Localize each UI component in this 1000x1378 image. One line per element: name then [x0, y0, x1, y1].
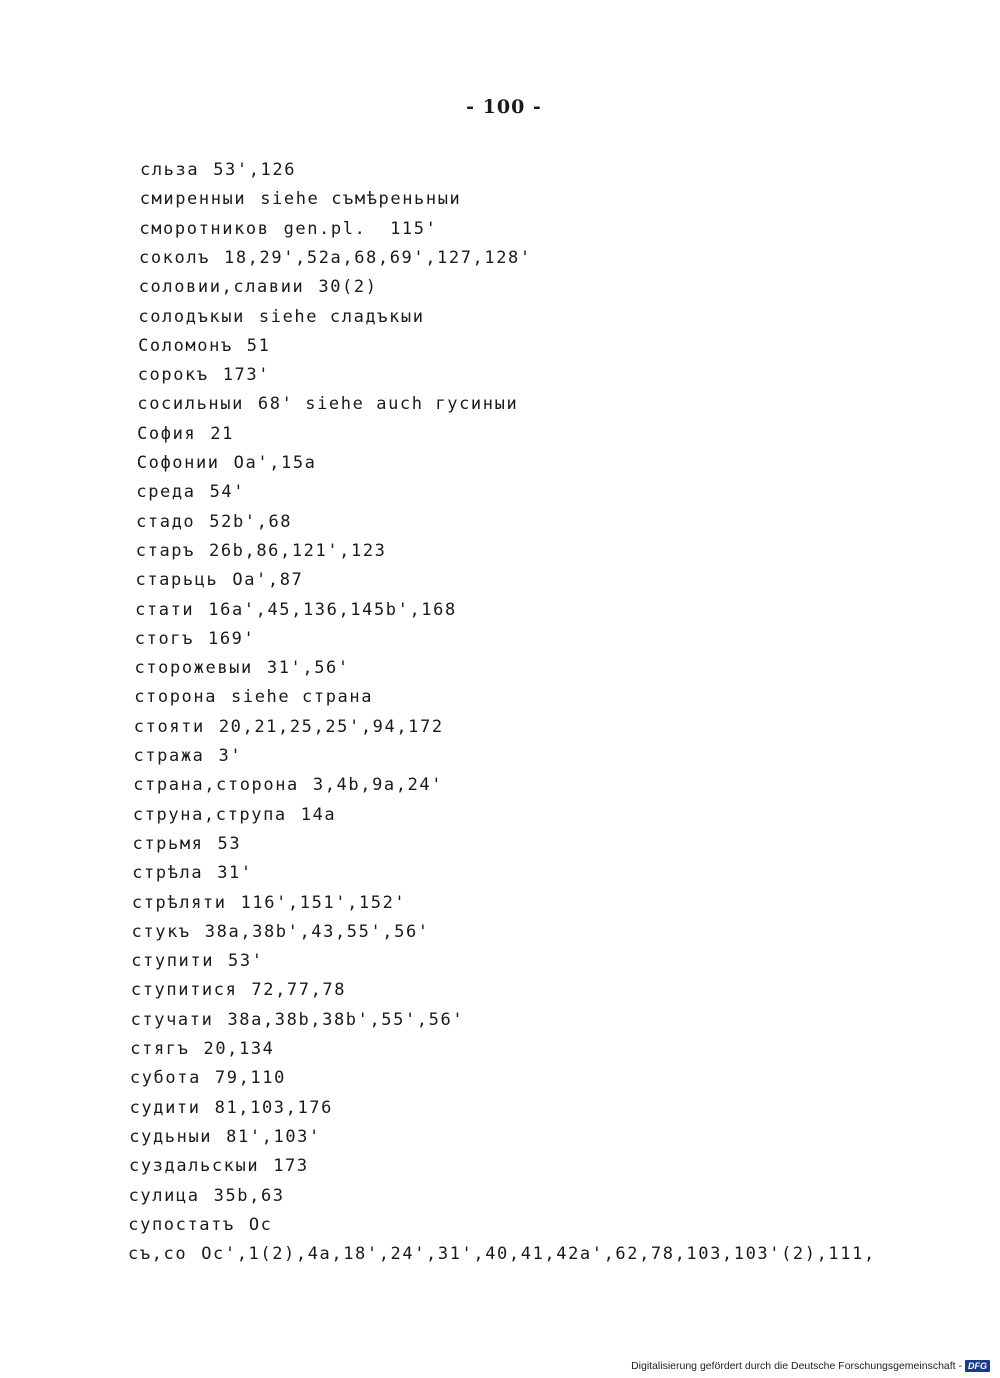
- index-entry: [139, 219, 437, 248]
- entry-references: 53': [228, 951, 264, 972]
- entry-headword: старъ: [135, 540, 195, 561]
- entry-headword: съ,со: [128, 1244, 188, 1265]
- index-entry: [133, 805, 336, 834]
- index-entry: [136, 512, 292, 541]
- entry-headword: стогъ: [134, 628, 194, 649]
- entry-references: 38a,38b,38b',55',56': [227, 1009, 465, 1030]
- entry-headword: судити: [129, 1097, 201, 1118]
- index-entry: [137, 453, 317, 482]
- entry-headword: стати: [135, 599, 195, 620]
- entry-references: 26b,86,121',123: [208, 540, 387, 561]
- index-entry: [128, 1244, 876, 1273]
- entry-references: siehe страна: [231, 687, 374, 708]
- index-entry: [129, 1127, 321, 1156]
- index-entry: [133, 775, 443, 804]
- entry-headword: старьць: [135, 570, 219, 591]
- entry-headword: ступити: [131, 951, 215, 972]
- index-entry: [135, 658, 350, 687]
- entry-headword: стрьмя: [132, 833, 204, 854]
- entry-headword: сосильныи: [137, 394, 244, 415]
- entry-headword: стрѣла: [132, 863, 204, 884]
- entry-references: 31': [217, 863, 253, 884]
- entry-headword: сморотников: [139, 218, 270, 239]
- entry-references: 3': [218, 746, 243, 766]
- index-entry: [131, 1010, 465, 1039]
- index-entry: [130, 1098, 333, 1127]
- entry-headword: Софонии: [136, 453, 220, 473]
- entry-headword: сулица: [128, 1185, 200, 1206]
- entry-headword: стояти: [133, 716, 205, 737]
- entry-references: Oc',1(2),4a,18',24',31',40,41,42a',62,78,103,103'(2),111,: [201, 1244, 876, 1265]
- entry-headword: стукъ: [131, 921, 191, 942]
- entry-headword: солодъкыи: [138, 306, 245, 327]
- index-entry: [131, 951, 263, 980]
- entry-references: 30(2): [318, 277, 378, 298]
- index-entry: [140, 160, 296, 189]
- entry-references: 21: [210, 423, 234, 444]
- entry-references: 3,4b,9a,24': [312, 775, 444, 796]
- footer-text: Digitalisierung gefördert durch die Deutsche Forschungsgemeinschaft -: [631, 1360, 962, 1372]
- entry-headword: смиренныи: [139, 189, 247, 210]
- entry-headword: ступитися: [130, 980, 238, 1001]
- entry-headword: стадо: [136, 511, 196, 532]
- entry-references: 173: [273, 1156, 309, 1177]
- entry-headword: сльза: [140, 160, 200, 180]
- entry-headword: стрѣляти: [131, 892, 227, 913]
- index-entry: [134, 717, 444, 746]
- entry-headword: соколъ: [139, 247, 211, 268]
- index-entry: [133, 834, 242, 863]
- index-entry: [135, 600, 457, 629]
- entry-headword: судьныи: [129, 1126, 213, 1147]
- entry-references: siehe сладъкыи: [258, 306, 425, 327]
- footer-credit: [631, 1360, 990, 1372]
- index-entry: [139, 277, 378, 306]
- entry-references: 81',103': [226, 1126, 321, 1147]
- index-entry: [130, 1039, 274, 1068]
- index-entry: [131, 980, 346, 1009]
- index-entry: [134, 687, 373, 716]
- entry-references: Oa',15a: [233, 453, 317, 473]
- index-entry: [128, 1215, 272, 1244]
- entry-references: 68' siehe auch гусиныи: [257, 394, 519, 415]
- entry-references: 51: [246, 335, 271, 356]
- entry-headword: сорокъ: [137, 365, 209, 386]
- entry-references: 53: [217, 833, 242, 854]
- entry-references: Oc: [248, 1214, 273, 1235]
- entry-references: 14a: [300, 804, 337, 825]
- index-entry: [129, 1156, 309, 1185]
- entry-headword: стягъ: [130, 1039, 190, 1059]
- entry-references: 173': [222, 365, 271, 386]
- entry-references: 53',126: [213, 160, 297, 180]
- index-entry: [136, 541, 387, 570]
- index-entry: [135, 629, 256, 658]
- entry-headword: София: [137, 423, 197, 444]
- entry-references: 72,77,78: [251, 980, 347, 1001]
- index-entry: [136, 482, 245, 511]
- entry-headword: супостатъ: [128, 1214, 235, 1235]
- index-entry: [138, 336, 270, 365]
- entry-references: 35b,63: [213, 1185, 285, 1206]
- index-entry: [138, 307, 424, 336]
- index-entry: [132, 893, 406, 922]
- entry-headword: суздальскыи: [129, 1156, 260, 1177]
- index-entry: [130, 1068, 286, 1097]
- entry-references: 16a',45,136,145b',168: [208, 599, 457, 620]
- entry-headword: струна,струпа: [132, 804, 287, 825]
- index-entry: [137, 424, 234, 453]
- entry-references: 38a,38b',43,55',56': [204, 921, 430, 942]
- entry-headword: стража: [133, 746, 205, 766]
- entry-references: 31',56': [266, 658, 350, 679]
- entry-references: 79,110: [214, 1068, 286, 1089]
- index-entry: [134, 746, 243, 775]
- entry-references: 116',151',152': [240, 892, 407, 913]
- entry-references: Oa',87: [232, 570, 304, 591]
- entry-headword: сторона: [134, 687, 218, 708]
- index-entry: [129, 1186, 285, 1215]
- index-entry: [138, 365, 270, 394]
- index-entry: [132, 922, 430, 951]
- entry-references: 81,103,176: [214, 1097, 333, 1118]
- entry-references: gen.pl. 115': [283, 218, 438, 239]
- index-entry: [136, 570, 304, 599]
- entry-references: 20,134: [203, 1039, 275, 1059]
- entry-headword: среда: [136, 482, 196, 503]
- page-number: - 100 -: [466, 96, 542, 118]
- index-entry: [132, 863, 253, 892]
- index-entry: [140, 189, 462, 218]
- entry-references: 20,21,25,25',94,172: [218, 716, 444, 737]
- entry-references: 18,29',52a,68,69',127,128': [224, 247, 532, 268]
- entry-references: siehe съмѣреньныи: [260, 189, 462, 210]
- entry-references: 52b',68: [209, 511, 293, 532]
- entry-headword: соловии,славии: [138, 277, 305, 298]
- entry-headword: сторожевыи: [134, 658, 253, 679]
- entry-headword: субота: [129, 1068, 201, 1089]
- entry-headword: Соломонъ: [138, 335, 233, 356]
- entry-references: 54': [209, 482, 246, 503]
- dfg-logo: DFG: [965, 1360, 990, 1372]
- index-entry: [137, 394, 518, 423]
- entry-references: 169': [207, 628, 256, 649]
- entry-headword: страна,сторона: [133, 775, 299, 796]
- index-entry: [139, 248, 532, 277]
- entry-headword: стучати: [130, 1009, 214, 1030]
